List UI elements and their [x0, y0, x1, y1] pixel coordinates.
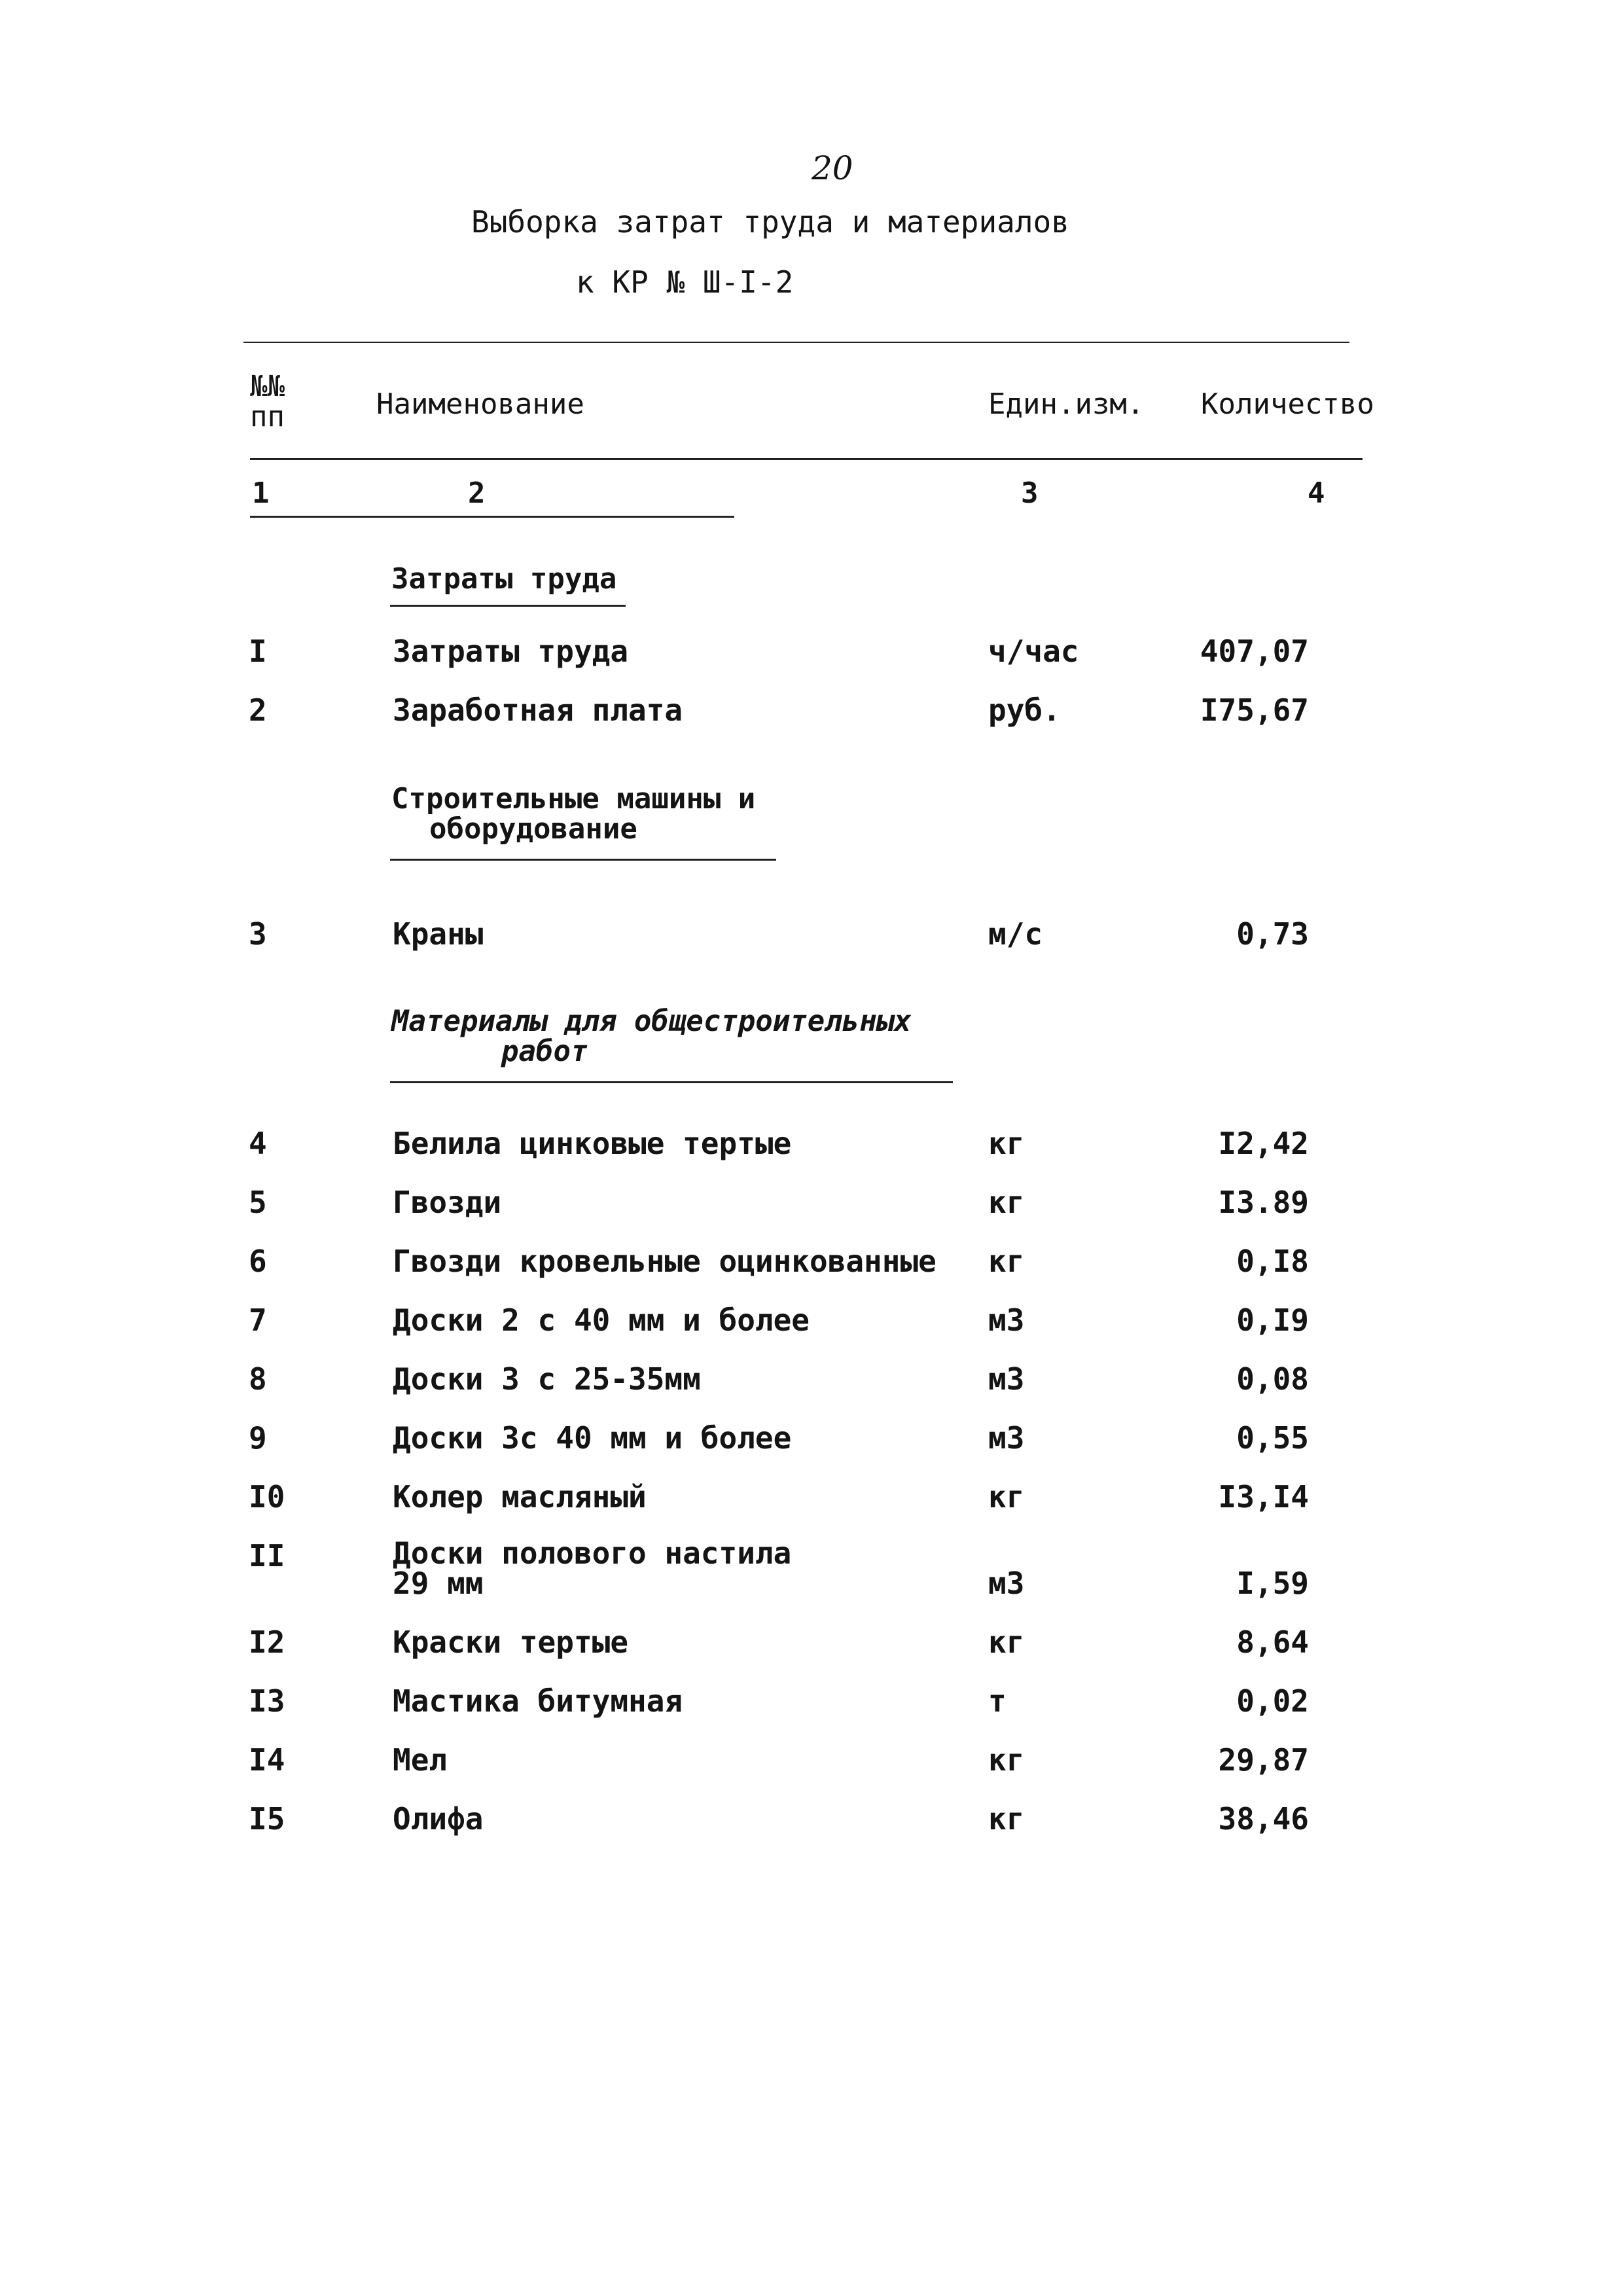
page-number: 20	[812, 149, 853, 187]
row-name	[393, 1535, 792, 1601]
row-name: Олифа	[393, 1801, 484, 1837]
document-subtitle: к КР № Ш-I-2	[576, 264, 794, 300]
row-no: 4	[249, 1126, 267, 1161]
row-no: 6	[249, 1244, 267, 1279]
row-name: Мел	[393, 1742, 448, 1778]
row-name: Краны	[393, 916, 484, 952]
section-heading-machines	[391, 784, 755, 844]
section-heading-machines-line1: Строительные машины и	[391, 782, 756, 816]
row-qty: I3,I4	[1218, 1479, 1309, 1515]
row-name: Доски 3 с 25-35мм	[393, 1361, 701, 1397]
row-unit: кг	[988, 1624, 1025, 1660]
column-number-2: 2	[468, 476, 486, 510]
row-unit: т	[988, 1683, 1007, 1719]
row-name: Колер масляный	[393, 1479, 647, 1515]
header-no-line2: пп	[250, 400, 285, 433]
header-unit: Един.изм.	[988, 387, 1145, 421]
row-qty: 38,46	[1218, 1801, 1309, 1837]
column-number-4: 4	[1308, 476, 1325, 510]
row-no: I5	[249, 1801, 285, 1837]
section-heading-machines-line2: оборудование	[429, 812, 637, 846]
section-rule-labor	[390, 605, 626, 607]
section-heading-materials	[391, 1007, 912, 1067]
row-no: 2	[249, 692, 267, 728]
row-no: I0	[249, 1479, 285, 1515]
row-name-line2: 29 мм	[393, 1566, 484, 1601]
row-unit: кг	[988, 1126, 1025, 1161]
row-no: I2	[249, 1624, 285, 1660]
row-name: Гвозди кровельные оцинкованные	[393, 1244, 936, 1279]
header-name: Наименование	[376, 387, 584, 421]
row-unit: м3	[988, 1420, 1025, 1456]
header-qty: Количество	[1201, 387, 1374, 421]
row-qty: 407,07	[1200, 634, 1309, 669]
row-qty: 0,08	[1236, 1361, 1309, 1397]
row-unit: м3	[988, 1566, 1025, 1601]
row-name: Затраты труда	[393, 634, 629, 669]
row-qty: I,59	[1236, 1566, 1309, 1601]
row-no: 5	[249, 1185, 267, 1220]
row-unit: кг	[988, 1742, 1025, 1778]
row-qty: 0,I9	[1236, 1302, 1309, 1338]
row-no: 7	[249, 1302, 267, 1338]
row-name: Мастика битумная	[393, 1683, 683, 1719]
header-rule	[250, 458, 1363, 460]
top-rule	[243, 342, 1349, 343]
row-qty: 29,87	[1218, 1742, 1309, 1778]
row-unit: м3	[988, 1302, 1025, 1338]
section-rule-materials	[390, 1081, 953, 1083]
row-qty: I75,67	[1200, 692, 1309, 728]
column-number-3: 3	[1021, 476, 1039, 510]
row-name: Доски 2 с 40 мм и более	[393, 1302, 810, 1338]
row-qty: 0,55	[1236, 1420, 1309, 1456]
column-number-1: 1	[252, 476, 270, 510]
row-unit: м/с	[988, 916, 1043, 952]
row-qty: I3.89	[1218, 1185, 1309, 1220]
row-no: 9	[249, 1420, 267, 1456]
row-qty: I2,42	[1218, 1126, 1309, 1161]
row-qty: 8,64	[1236, 1624, 1309, 1660]
row-unit: м3	[988, 1361, 1025, 1397]
row-name: Доски 3с 40 мм и более	[393, 1420, 792, 1456]
section-heading-materials-line1: Материалы для общестроительных	[391, 1005, 912, 1038]
row-unit: ч/час	[988, 634, 1079, 669]
column-number-rule	[250, 516, 734, 518]
row-no: 3	[249, 916, 267, 952]
row-no: 8	[249, 1361, 267, 1397]
row-unit: кг	[988, 1185, 1025, 1220]
row-no: I	[249, 634, 267, 669]
row-name: Заработная плата	[393, 692, 683, 728]
row-qty: 0,73	[1236, 916, 1309, 952]
row-unit: руб.	[988, 692, 1061, 728]
row-unit: кг	[988, 1244, 1025, 1279]
section-rule-machines	[390, 859, 776, 861]
row-name: Гвозди	[393, 1185, 502, 1220]
section-heading-materials-line2: работ	[501, 1035, 588, 1068]
row-qty: 0,I8	[1236, 1244, 1309, 1279]
row-unit: кг	[988, 1801, 1025, 1837]
row-no: I3	[249, 1683, 285, 1719]
row-name: Краски тертые	[393, 1624, 629, 1660]
document-title: Выборка затрат труда и материалов	[471, 204, 1069, 240]
row-no: II	[249, 1538, 285, 1573]
header-no	[250, 372, 285, 432]
row-unit: кг	[988, 1479, 1025, 1515]
row-no: I4	[249, 1742, 285, 1778]
section-heading-labor: Затраты труда	[391, 562, 617, 596]
row-name-line1: Доски полового настила	[393, 1535, 792, 1571]
row-qty: 0,02	[1236, 1683, 1309, 1719]
header-no-line1: №№	[250, 370, 285, 403]
row-name: Белила цинковые тертые	[393, 1126, 792, 1161]
